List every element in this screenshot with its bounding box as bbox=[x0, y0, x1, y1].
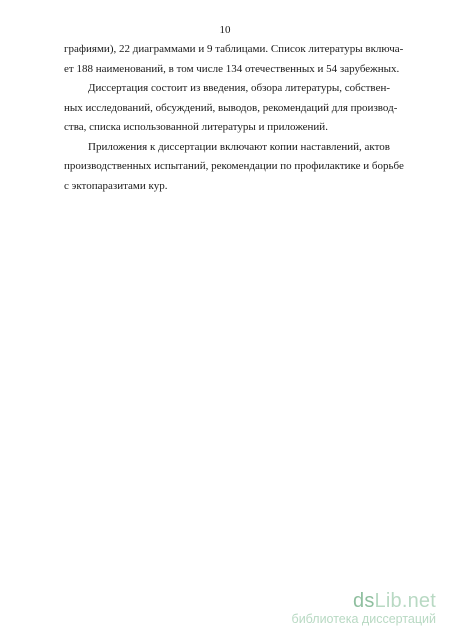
logo-part-ds: ds bbox=[353, 590, 375, 612]
page-number: 10 bbox=[219, 24, 231, 36]
paragraph-line: производственных испытаний, рекомендации по профилактике и борьбе bbox=[64, 160, 404, 172]
logo-part-lib: Lib.net bbox=[374, 590, 436, 612]
paragraph-line: ства, списка использованной литературы и приложений. bbox=[64, 121, 328, 133]
dslib-logo bbox=[292, 590, 436, 612]
paragraph-line: ных исследований, обсуждений, выводов, рекомендаций для производ- bbox=[64, 102, 398, 114]
paragraph-line: Диссертация состоит из введения, обзора литературы, собствен- bbox=[88, 82, 390, 94]
paragraph-line: с эктопаразитами кур. bbox=[64, 180, 168, 192]
paragraph-line: ет 188 наименований, в том числе 134 отечественных и 54 зарубежных. bbox=[64, 63, 400, 75]
paragraph-line: графиями), 22 диаграммами и 9 таблицами. Список литературы включа- bbox=[64, 43, 404, 55]
dslib-watermark[interactable] bbox=[292, 590, 436, 626]
paragraph-line: Приложения к диссертации включают копии наставлений, актов bbox=[88, 141, 390, 153]
watermark-tagline: библиотека диссертаций bbox=[291, 612, 436, 626]
